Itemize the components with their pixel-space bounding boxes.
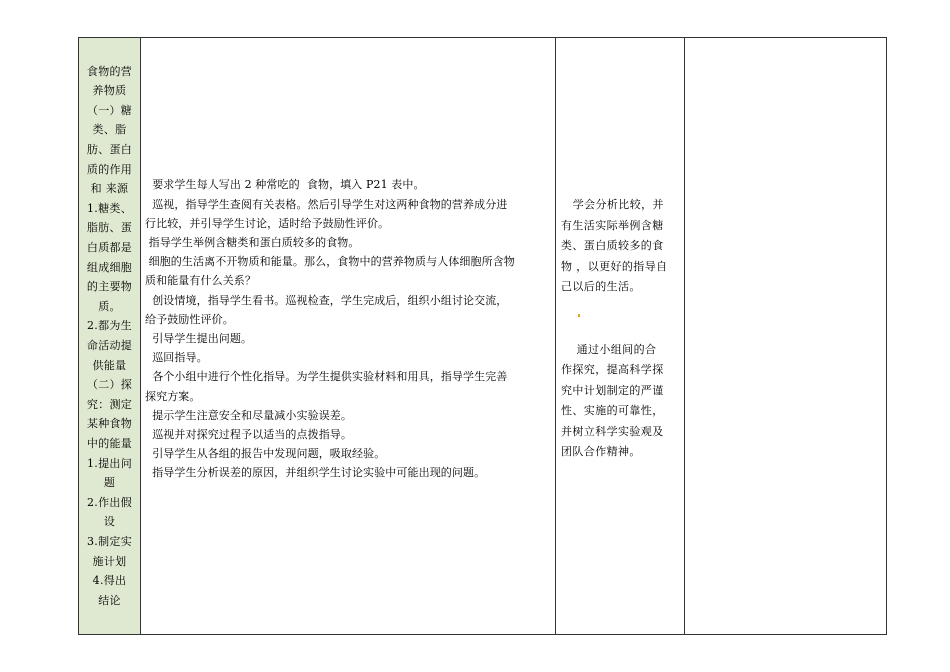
paragraph-gap xyxy=(561,298,680,340)
design-intent-cell xyxy=(556,38,685,635)
topic-line: （二）探 xyxy=(86,378,133,392)
topic-line: 类、脂 xyxy=(92,123,127,137)
teacher-activity-cell xyxy=(141,38,556,635)
teacher-line: 巡回指导。 xyxy=(145,351,208,365)
table-row xyxy=(79,38,887,635)
intent-line: 团队合作精神。 xyxy=(561,445,641,459)
intent-paragraph-1 xyxy=(561,195,680,298)
topic-line: 究：测定 xyxy=(86,397,133,411)
topic-line: 施计划 xyxy=(92,554,127,568)
intent-line: 通过小组间的合 xyxy=(561,342,657,356)
topic-line: 结论 xyxy=(98,593,121,607)
topic-line: 养物质 xyxy=(92,84,127,98)
topic-line: 命活动提 xyxy=(86,339,133,352)
topic-line: 某种食物 xyxy=(86,417,133,431)
teacher-line: 创设情境，指导学生看书。巡视检查，学生完成后，组织小组讨论交流， xyxy=(145,293,508,307)
topic-line: 设 xyxy=(103,515,116,529)
intent-line: 学会分析比较，并 xyxy=(561,198,664,212)
topic-line: 供能量 xyxy=(92,358,127,372)
intent-line: 类、蛋白质较多的食 xyxy=(561,239,664,253)
topic-line: 质的作用 xyxy=(86,162,133,176)
topic-line: 2.作出假 xyxy=(87,495,132,509)
lesson-plan-table xyxy=(78,37,887,635)
teacher-line: 巡视并对探究过程予以适当的点拨指导。 xyxy=(145,428,352,442)
intent-line: 究中计划制定的严谨 xyxy=(561,383,664,397)
intent-line: 己以后的生活。 xyxy=(561,280,641,294)
teacher-line: 巡视，指导学生查阅有关表格。然后引导学生对这两种食物的营养成分进 xyxy=(145,197,508,211)
topic-line: 中的能量 xyxy=(86,436,133,450)
teacher-line: 指导学生举例含糖类和蛋白质较多的食物。 xyxy=(145,235,360,249)
topic-line: 1.提出问 xyxy=(87,456,132,470)
topic-line: 4.得出 xyxy=(92,574,127,588)
topic-line: 食物的营 xyxy=(86,64,133,78)
teacher-activity-text xyxy=(141,175,555,482)
topic-line: 肪、蛋白 xyxy=(86,143,133,157)
topic-line: 质。 xyxy=(98,299,121,313)
teacher-line: 探究方案。 xyxy=(145,389,201,403)
intent-paragraph-2 xyxy=(561,340,680,463)
teacher-line: 要求学生每人写出 2 种常吃的 食物，填入 P21 表中。 xyxy=(145,178,425,192)
topic-line: 的主要物 xyxy=(86,280,133,294)
teacher-line: 细胞的生活离不开物质和能量。那么，食物中的营养物质与人体细胞所含物 xyxy=(145,255,515,269)
teacher-line: 行比较，并引导学生讨论，适时给予鼓励性评价。 xyxy=(145,216,390,230)
teacher-line: 质和能量有什么关系？ xyxy=(145,274,256,288)
intent-line: 物 ，以更好的指导自 xyxy=(561,259,668,273)
teacher-line: 给予鼓励性评价。 xyxy=(145,312,234,326)
topic-line: 白质都是 xyxy=(86,241,133,255)
intent-line: 有生活实际举例含糖 xyxy=(561,218,664,232)
notes-cell xyxy=(685,38,887,635)
intent-line: 性、实施的可靠性， xyxy=(561,404,664,418)
teacher-line: 提示学生注意安全和尽量减小实验误差。 xyxy=(145,408,352,422)
teacher-line: 引导学生从各组的报告中发现问题，吸取经验。 xyxy=(145,447,386,461)
design-intent-text xyxy=(556,195,684,463)
topic-line: 题 xyxy=(103,476,116,490)
topic-line: 1.糖类、 xyxy=(87,201,132,215)
topic-line: （一）糖 xyxy=(86,103,133,117)
stray-mark xyxy=(578,314,580,317)
topic-line: 和 来源 xyxy=(90,182,129,196)
teacher-line: 各个小组中进行个性化指导。为学生提供实验材料和用具，指导学生完善 xyxy=(145,370,508,384)
teacher-line: 引导学生提出问题。 xyxy=(145,332,253,345)
topic-line: 2.都为生 xyxy=(87,319,132,333)
intent-line: 并树立科学实验观及 xyxy=(561,424,664,438)
topic-text xyxy=(79,62,140,611)
teacher-line: 指导学生分析误差的原因，并组织学生讨论实验中可能出现的问题。 xyxy=(145,466,486,480)
topic-line: 脂肪、蛋 xyxy=(86,221,133,235)
topic-cell xyxy=(79,38,141,635)
topic-line: 组成细胞 xyxy=(86,260,133,274)
intent-line: 作探究，提高科学探 xyxy=(561,363,664,377)
topic-line: 3.制定实 xyxy=(87,534,132,548)
